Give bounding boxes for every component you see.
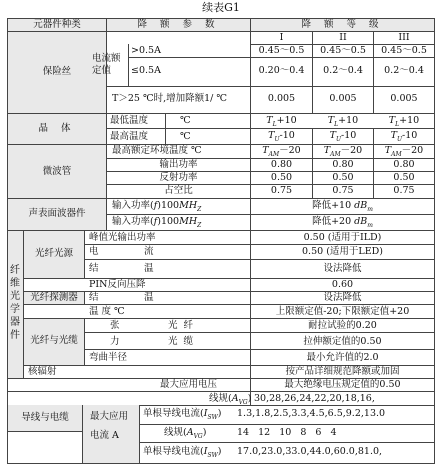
- wire-max-voltage-value: 最大绝缘电压规定值的0.50: [284, 379, 401, 390]
- rule-voltage-end: [7, 391, 435, 392]
- header-component-type: 元器件种类: [33, 19, 81, 30]
- fuse-temp-level-3: 0.005: [390, 93, 418, 104]
- fiber-pin-label: PIN反向压降: [89, 279, 146, 290]
- rule-fiber-2: [84, 259, 435, 260]
- rule-left: [7, 18, 8, 464]
- crystal-max-unit: ℃: [180, 131, 191, 142]
- rule-fiber-det: [84, 291, 85, 304]
- saw-category: 声表面波器件: [28, 208, 86, 219]
- fiber-tension-fiber-value: 耐拉试验的0.20: [308, 320, 377, 331]
- mw-ambient-level-1: $T_{AM}-20$: [262, 145, 301, 158]
- crystal-min-level-2: $T_L+10$: [327, 115, 359, 128]
- fiber-light-source: 光纤光源: [34, 248, 73, 259]
- table-title: 续表G1: [202, 1, 240, 14]
- wire-category: 导线与电缆: [21, 412, 69, 423]
- fiber-peak-power-label: 峰值光输出功率: [89, 232, 156, 243]
- crystal-max-level-3: $T_U-10$: [390, 130, 418, 143]
- rule-fiber-8: [84, 349, 435, 350]
- fuse-b-level-3: 0.2～0.4: [384, 65, 424, 76]
- header-derating-level: 降 额 等 级: [301, 19, 384, 30]
- crystal-max-temp: 最高温度: [110, 131, 149, 142]
- wire-max-current-1: 最大应用: [90, 411, 129, 422]
- mw-duty-level-3: 0.75: [393, 185, 415, 196]
- fuse-current-rating-label: 电流额定值: [92, 53, 121, 76]
- rule-fiber-source: [84, 230, 85, 278]
- fiber-pin-value: 0.60: [331, 279, 354, 290]
- mw-ambient-level-3: $T_{AM}-20$: [384, 145, 424, 158]
- fiber-det-junction-value: 设法降低: [323, 292, 362, 303]
- wire-max-current-2: 电流 A: [90, 430, 119, 441]
- mw-reflected-power-label: 反射功率: [159, 172, 198, 183]
- fiber-temp-value: 上限额定值-20;下限额定值+20: [275, 306, 410, 317]
- header-derating-param: 降 额 参 数: [137, 19, 220, 30]
- rule-fiber-cable: [84, 318, 85, 365]
- wire-single-label-2: 单根导线电流$(I_{SW})$: [143, 446, 222, 459]
- rule-fiber-7: [84, 332, 435, 333]
- fiber-cable-label: 光纤与光缆: [30, 335, 78, 346]
- fuse-b-level-1: 0.20～0.4: [258, 65, 305, 76]
- crystal-min-level-1: $T_L+10$: [266, 115, 297, 128]
- fiber-tension-cable-value: 拉伸额定值的0.50: [303, 336, 382, 347]
- fiber-junction-label-2: 温: [144, 263, 154, 274]
- rule-wire-cat-v: [82, 405, 83, 463]
- rule-fiber-5: [23, 304, 435, 305]
- fuse-a-level-3: 0.45～0.5: [381, 45, 427, 56]
- mw-ambient-level-2: $T_{AM}-20$: [323, 145, 363, 158]
- rule-wire-2: [139, 424, 435, 425]
- mw-reflected-level-1: 0.50: [270, 172, 293, 183]
- level-1-header: I: [279, 32, 284, 43]
- wire-gauge-row-2: 14 12 10 8 6 4: [237, 427, 337, 438]
- fiber-bend-label: 弯曲半径: [89, 352, 128, 363]
- rule-right: [434, 18, 435, 464]
- crystal-min-unit: ℃: [180, 115, 191, 126]
- rule-cat-divider: [106, 18, 107, 230]
- fuse-sub-b: ≤0.5A: [131, 65, 161, 76]
- rule-fuse-b: [106, 86, 435, 87]
- rule-wire-cur-v: [139, 405, 140, 463]
- saw-value-2: 降低+20 $dB_m$: [312, 216, 373, 229]
- rule-bottom: [7, 463, 435, 464]
- fuse-category: 保险丝: [42, 66, 72, 77]
- level-3-header: III: [398, 32, 410, 43]
- fiber-radiation-value: 按产品详细规范降额或加固: [285, 366, 400, 377]
- fiber-det-junction-label-1: 结: [89, 292, 99, 303]
- fuse-temp-level-1: 0.005: [267, 93, 296, 104]
- mw-output-level-3: 0.80: [393, 159, 415, 170]
- fiber-current-label-2: 流: [144, 246, 154, 257]
- mw-max-ambient-label: 最高额定环境温度 ℃: [112, 145, 202, 156]
- crystal-max-level-1: $T_U-10$: [268, 130, 295, 143]
- mw-duty-cycle-label: 占空比: [164, 185, 193, 196]
- wire-single-label-1: 单根导线电流$(I_{SW})$: [143, 408, 222, 421]
- fuse-a-level-2: 0.45～0.5: [320, 45, 366, 56]
- wire-gauge-label-1: 线规$(A_{VG})$: [209, 393, 252, 406]
- fuse-a-level-1: 0.45～0.5: [258, 45, 305, 56]
- fiber-tension-cable: 光 缆: [168, 336, 195, 347]
- mw-output-level-2: 0.80: [332, 159, 354, 170]
- mw-output-power-label: 输出功率: [159, 159, 198, 170]
- fiber-current-label-1: 电: [89, 246, 99, 257]
- saw-input-power-2: 输入功率$(f)100MH_Z$: [112, 216, 202, 229]
- rule-wire-1: [139, 405, 435, 406]
- fuse-b-level-2: 0.2～0.4: [323, 65, 363, 76]
- crystal-max-level-2: $T_U-10$: [329, 130, 357, 143]
- crystal-min-level-3: $T_L+10$: [388, 115, 420, 128]
- mw-duty-level-2: 0.75: [332, 185, 354, 196]
- rule-fuse-a: [128, 57, 435, 58]
- microwave-category: 微波管: [42, 166, 72, 177]
- fiber-force-label: 力: [110, 336, 120, 347]
- rule-fuse-sub: [128, 44, 129, 86]
- rule-mw-end: [7, 198, 435, 199]
- rule-fuse-end: [7, 113, 435, 114]
- saw-input-power-1: 输入功率$(f)100MH_Z$: [112, 200, 202, 213]
- fuse-temp-level-2: 0.005: [329, 93, 357, 104]
- fiber-current-value: 0.50 (适用于LED): [302, 246, 383, 257]
- wire-single-row-1: 1.3,1.8,2.5,3.3,4.5,6.5,9.2,13.0: [237, 408, 386, 419]
- fiber-junction-value: 设法降低: [323, 263, 362, 274]
- level-2-header: II: [339, 32, 347, 43]
- fiber-radiation-label: 核辐射: [28, 366, 57, 377]
- fiber-det-junction-label-2: 温: [144, 292, 154, 303]
- fuse-temp-param: T＞25 ℃时,增加降额1/ ℃: [112, 93, 227, 104]
- rule-wire-cat: [7, 431, 82, 432]
- wire-gauge-row-1: 30,28,26,24,22,20,18,16,: [254, 393, 375, 404]
- rule-fiber-1: [84, 244, 435, 245]
- wire-max-voltage-label: 最大应用电压: [160, 379, 218, 390]
- fiber-detector: 光纤探测器: [30, 292, 78, 303]
- mw-reflected-level-2: 0.50: [332, 172, 354, 183]
- crystal-min-temp: 最低温度: [110, 115, 149, 126]
- mw-output-level-1: 0.80: [270, 159, 293, 170]
- fiber-category: 纤维光学器件: [10, 265, 20, 341]
- wire-gauge-label-2: 线规$(A_{VG})$: [164, 427, 207, 440]
- fiber-bend-value: 最小允许值的2.0: [306, 352, 379, 363]
- fiber-peak-power-value: 0.50 (适用于ILD): [303, 232, 382, 243]
- fuse-sub-a: >0.5A: [131, 45, 161, 56]
- crystal-category: 晶 体: [38, 123, 76, 134]
- wire-single-row-2: 17.0,23.0,33.0,44.0,60.0,81.0,: [237, 446, 383, 457]
- mw-reflected-level-3: 0.50: [393, 172, 415, 183]
- rule-crystal-unit: [165, 113, 166, 144]
- fiber-junction-label-1: 结: [89, 263, 99, 274]
- fiber-temp-label: 温 度 ℃: [89, 306, 125, 317]
- fiber-tension-fiber: 光 纤: [168, 320, 195, 331]
- saw-value-1: 降低+10 $dB_m$: [312, 200, 373, 213]
- fiber-tension-label: 张: [110, 320, 120, 331]
- mw-duty-level-1: 0.75: [270, 185, 293, 196]
